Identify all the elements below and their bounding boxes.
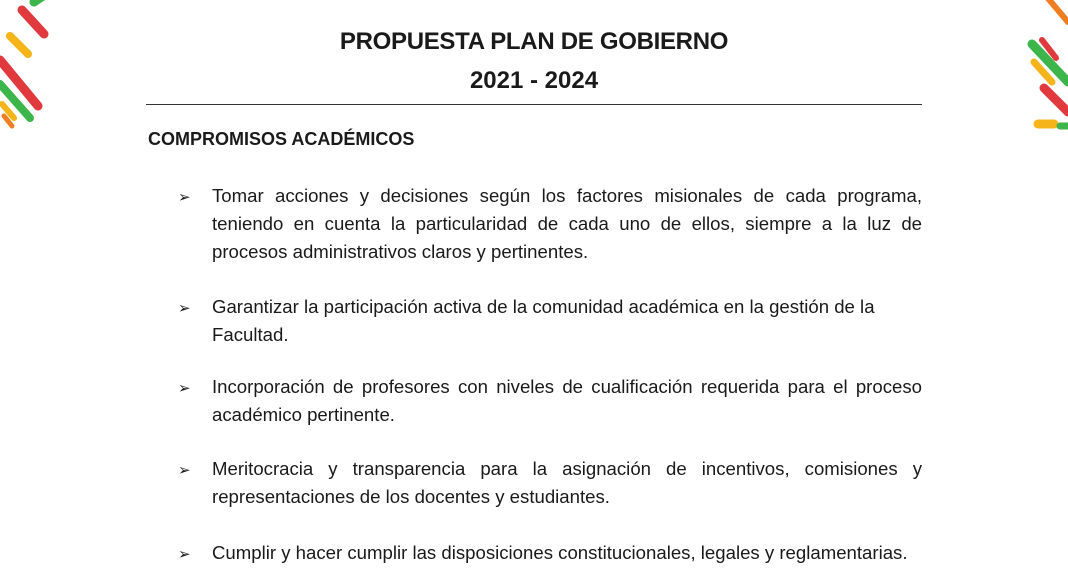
list-item-text: Garantizar la participación activa de la comunidad académica en la gestión de la Facultad. (212, 296, 875, 345)
document-years: 2021 - 2024 (469, 67, 599, 94)
section-heading: COMPROMISOS ACADÉMICOS (148, 129, 415, 149)
list-item-text: Meritocracia y transparencia para la asignación de incentivos, comisiones y representaciones de los docentes y estudiantes. (212, 458, 922, 507)
arrow-bullet-icon: ➢ (178, 461, 191, 479)
arrow-bullet-icon: ➢ (178, 379, 191, 397)
list-item-text: Tomar acciones y decisiones según los factores misionales de cada programa, teniendo en cuenta la particularidad de cada uno de ellos, siempre a la luz de procesos administrativos claros y pertinentes. (212, 185, 922, 262)
arrow-bullet-icon: ➢ (178, 299, 191, 317)
list-item-text: Incorporación de profesores con niveles de cualificación requerida para el proceso académico pertinente. (212, 376, 922, 425)
arrow-bullet-icon: ➢ (178, 188, 191, 206)
arrow-bullet-icon: ➢ (178, 545, 191, 563)
list-item-text: Cumplir y hacer cumplir las disposiciones constitucionales, legales y reglamentarias. (212, 542, 908, 563)
document-title: PROPUESTA PLAN DE GOBIERNO (339, 28, 729, 55)
